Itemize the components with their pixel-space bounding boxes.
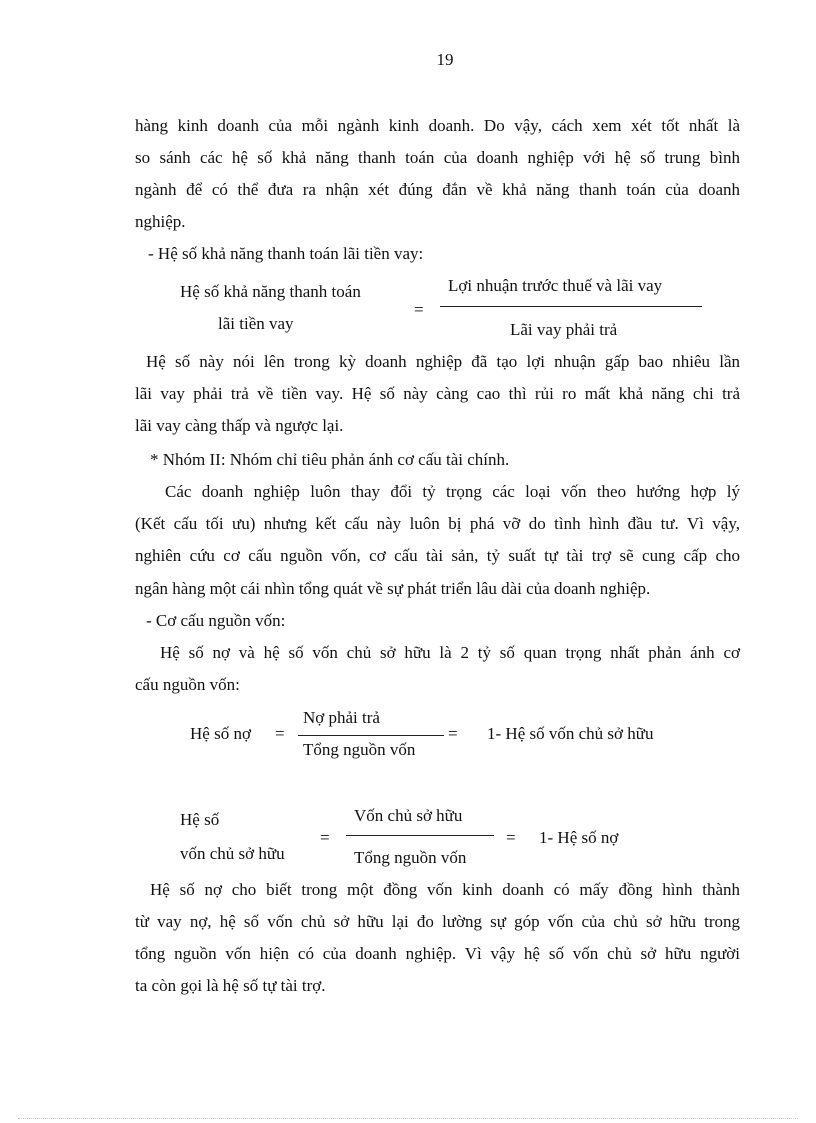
formula-lhs-line1: Hệ số khả năng thanh toán <box>180 282 361 301</box>
text-line: so sánh các hệ số khả năng thanh toán của doanh nghiệp với hệ số trung bình <box>135 148 740 167</box>
formula-equals: = <box>275 724 285 743</box>
text-line: Hệ số này nói lên trong kỳ doanh nghiệp đã tạo lợi nhuận gấp bao nhiêu lần <box>146 352 740 371</box>
fraction-bar <box>440 306 702 307</box>
text-line: (Kết cấu tối ưu) nhưng kết cấu này luôn bị phá vỡ do tình hình đầu tư. Vì vậy, <box>135 514 740 533</box>
text-line: ngân hàng một cái nhìn tổng quát về sự phát triển lâu dài của doanh nghiệp. <box>135 579 651 598</box>
bullet-capital-structure: - Cơ cấu nguồn vốn: <box>146 611 286 630</box>
formula-numerator: Vốn chủ sở hữu <box>354 806 463 825</box>
fraction-bar <box>298 735 444 736</box>
formula-lhs-line2: vốn chủ sở hữu <box>180 844 285 863</box>
formula-rhs: 1- Hệ số vốn chủ sở hữu <box>487 724 654 743</box>
text-line: nghiên cứu cơ cấu nguồn vốn, cơ cấu tài sản, tỷ suất tự tài trợ sẽ cung cấp cho <box>135 546 740 565</box>
formula-denominator: Tổng nguồn vốn <box>303 740 416 759</box>
text-line: từ vay nợ, hệ số vốn chủ sở hữu lại đo lường sự góp vốn của chủ sở hữu trong <box>135 912 740 931</box>
formula-denominator: Lãi vay phải trả <box>510 320 618 339</box>
formula-equals: = <box>320 828 330 847</box>
fraction-bar <box>346 835 494 836</box>
text-line: Hệ số nợ và hệ số vốn chủ sở hữu là 2 tỷ số quan trọng nhất phản ánh cơ <box>160 643 740 662</box>
formula-denominator: Tổng nguồn vốn <box>354 848 467 867</box>
formula-equals: = <box>414 300 424 319</box>
text-line: ta còn gọi là hệ số tự tài trợ. <box>135 976 326 995</box>
text-line: ngành để có thể đưa ra nhận xét đúng đắn về khả năng thanh toán của doanh <box>135 180 740 199</box>
group-heading: * Nhóm II: Nhóm chỉ tiêu phản ánh cơ cấu tài chính. <box>150 450 510 469</box>
formula-numerator: Lợi nhuận trước thuế và lãi vay <box>448 276 663 295</box>
text-line: Các doanh nghiệp luôn thay đổi tỷ trọng các loại vốn theo hướng hợp lý <box>165 482 740 501</box>
formula-rhs: 1- Hệ số nợ <box>539 828 619 847</box>
formula-equals: = <box>448 724 458 743</box>
text-line: hàng kinh doanh của mỗi ngành kinh doanh. Do vậy, cách xem xét tốt nhất là <box>135 116 740 135</box>
formula-equals: = <box>506 828 516 847</box>
bullet-interest-coverage: - Hệ số khả năng thanh toán lãi tiền vay: <box>148 244 424 263</box>
formula-lhs-line2: lãi tiền vay <box>218 314 294 333</box>
text-line: nghiệp. <box>135 212 186 231</box>
page-number: 19 <box>436 50 454 69</box>
text-line: lãi vay phải trả về tiền vay. Hệ số này càng cao thì rủi ro mất khả năng chi trả <box>135 384 740 403</box>
page-edge-divider <box>18 1118 798 1119</box>
text-line: Hệ số nợ cho biết trong một đồng vốn kinh doanh có mấy đồng hình thành <box>150 880 740 899</box>
text-line: tổng nguồn vốn hiện có của doanh nghiệp. Vì vậy hệ số vốn chủ sở hữu người <box>135 944 740 963</box>
text-line: cấu nguồn vốn: <box>135 675 240 694</box>
text-line: lãi vay càng thấp và ngược lại. <box>135 416 344 435</box>
formula-numerator: Nợ phải trả <box>303 708 380 727</box>
formula-lhs-line1: Hệ số <box>180 810 220 829</box>
formula-lhs: Hệ số nợ <box>190 724 251 743</box>
